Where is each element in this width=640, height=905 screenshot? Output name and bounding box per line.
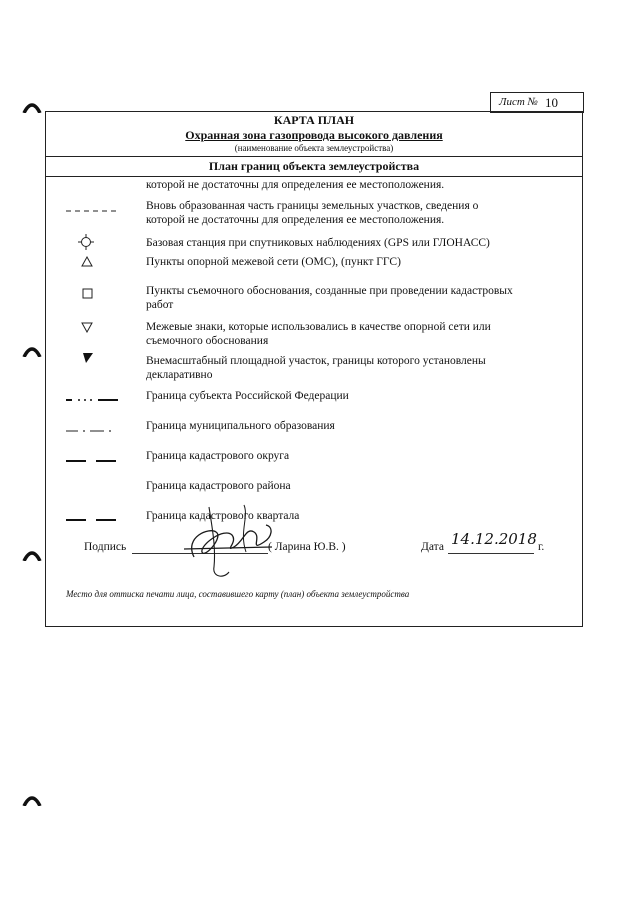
legend-item-region-boundary: Граница кадастрового района (146, 480, 291, 492)
legend-item-new-boundary: Вновь образованная часть границы земельных участков, сведения о которой не достаточны для определения ее местоположения. (146, 200, 479, 226)
legend-item-district-boundary: Граница кадастрового округа (146, 450, 290, 462)
triangle-up-icon (81, 256, 93, 267)
punch-mark-icon (22, 101, 42, 113)
legend-item-declarative-plot: Внемасштабный площадной участок, границы которого установлены декларативно (146, 355, 486, 381)
triangle-down-icon (81, 322, 93, 333)
legend-item-base-station: Базовая станция при спутниковых наблюдениях (GPS или ГЛОНАСС) (146, 237, 490, 249)
long-dash-line-icon (66, 458, 118, 464)
year-suffix: г. (538, 541, 545, 553)
legend-item-oms: Пункты опорной межевой сети (ОМС), (пункт ГГС) (146, 256, 401, 268)
sheet-number-box (490, 92, 584, 113)
document-header (46, 112, 582, 157)
legend-item-survey-points: Пункты съемочного обоснования, созданные при проведении кадастровых работ (146, 285, 513, 311)
punch-mark-icon (22, 549, 42, 561)
object-name: Охранная зона газопровода высокого давления (185, 128, 443, 142)
handwritten-signature (154, 497, 284, 582)
long-dash-line-icon (66, 517, 118, 523)
date-value: 14.12.2018 (451, 530, 537, 548)
legend-item-quarter-boundary: Граница кадастрового квартала (146, 510, 300, 522)
square-icon (82, 288, 93, 299)
stamp-place-note: Место для оттиска печати лица, составившего карту (план) объекта землеустройства (66, 589, 410, 599)
legend-item-boundary-marks: Межевые знаки, которые использовались в качестве опорной сети или съемочного обоснования (146, 321, 491, 347)
signer-name: ( Ларина Ю.В. ) (268, 541, 346, 553)
punch-mark-icon (22, 794, 42, 806)
base-station-icon (78, 234, 94, 250)
sheet-number: 10 (545, 95, 558, 110)
object-caption: (наименование объекта землеустройства) (234, 143, 394, 153)
date-label: Дата (421, 541, 444, 553)
punch-mark-icon (22, 345, 42, 357)
filled-corner-icon (82, 352, 94, 364)
short-dash-line-icon (66, 208, 118, 214)
document-title: КАРТА ПЛАН (273, 113, 355, 127)
legend-item-municipal-boundary: Граница муниципального образования (146, 420, 335, 432)
map-plan-frame (45, 111, 583, 627)
sheet-label: Лист № (499, 96, 538, 108)
dash-dot-dot-line-icon (66, 397, 118, 403)
dash-dot-line-icon (66, 428, 118, 434)
section-title: План границ объекта землеустройства (46, 156, 582, 177)
signature-label: Подпись (84, 541, 127, 553)
legend-item-subject-boundary: Граница субъекта Российской Федерации (146, 390, 349, 402)
date-line (448, 553, 534, 554)
legend-continuation: которой не достаточны для определения ее местоположения. (146, 179, 445, 191)
